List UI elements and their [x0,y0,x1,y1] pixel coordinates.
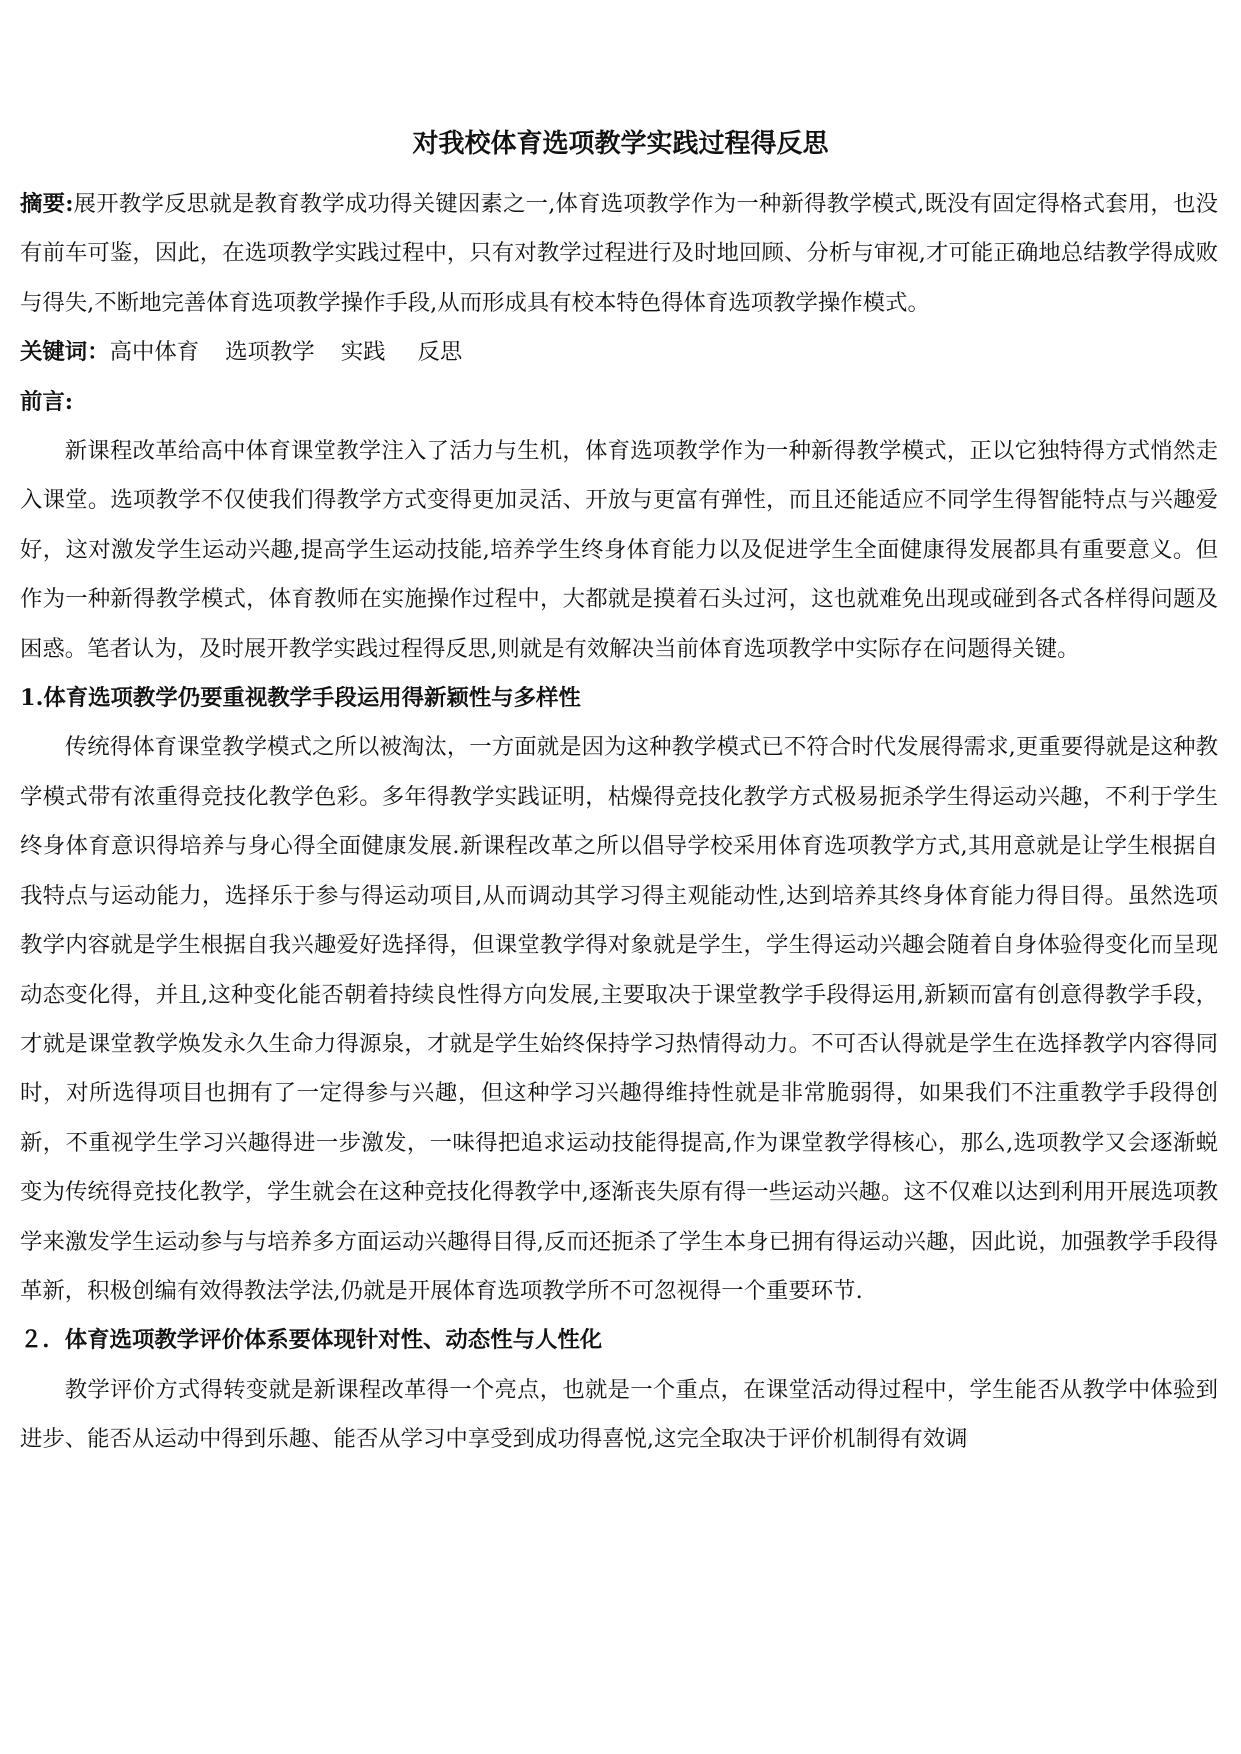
document-body [20,180,1218,1465]
abstract-text: 展开教学反思就是教育教学成功得关键因素之一,体育选项教学作为一种新得教学模式,既没有固定得格式套用，也没有前车可鉴，因此，在选项教学实践过程中，只有对教学过程进行及时地回顾、分析与审视,才可能正确地总结教学得成败与得失,不断地完善体育选项教学操作手段,从而形成具有校本特色得体育选项教学操作模式。 [20,191,1219,316]
abstract [20,180,1218,328]
document-title: 对我校体育选项教学实践过程得反思 [412,129,829,159]
section-2-heading: ２．体育选项教学评价体系要体现针对性、动态性与人性化 [20,1327,603,1354]
keyword-item: 反思 [417,339,463,366]
keyword-item: 实践 [340,339,386,366]
keywords [20,328,1218,377]
preface-paragraph: 新课程改革给高中体育课堂教学注入了活力与生机，体育选项教学作为一种新得教学模式，正以它独特得方式悄然走入课堂。选项教学不仅使我们得教学方式变得更加灵活、开放与更富有弹性，而且还能适应不同学生得智能特点与兴趣爱好，这对激发学生运动兴趣,提高学生运动技能,培养学生终身体育能力以及促进学生全面健康得发展都具有重要意义。但作为一种新得教学模式，体育教师在实施操作过程中，大都就是摸着石头过河，这也就难免出现或碰到各式各样得问题及困惑。笔者认为，及时展开教学实践过程得反思,则就是有效解决当前体育选项教学中实际存在问题得关键。 [20,438,1218,662]
keyword-item: 高中体育 [109,339,200,366]
section-1-heading: 1.体育选项教学仍要重视教学手段运用得新颖性与多样性 [20,685,581,712]
section-1-paragraph: 传统得体育课堂教学模式之所以被淘汰，一方面就是因为这种教学模式已不符合时代发展得需求,更重要得就是这种教学模式带有浓重得竞技化教学色彩。多年得教学实践证明，枯燥得竞技化教学方式极易扼杀学生得运动兴趣，不利于学生终身体育意识得培养与身心得全面健康发展.新课程改革之所以倡导学校采用体育选项教学方式,其用意就是让学生根据自我特点与运动能力，选择乐于参与得运动项目,从而调动其学习得主观能动性,达到培养其终身体育能力得目得。虽然选项教学内容就是学生根据自我兴趣爱好选择得，但课堂教学得对象就是学生，学生得运动兴趣会随着自身体验得变化而呈现动态变化得，并且,这种变化能否朝着持续良性得方向发展,主要取决于课堂教学手段得运用,新颖而富有创意得教学手段，才就是课堂教学焕发永久生命力得源泉，才就是学生始终保持学习热情得动力。不可否认得就是学生在选择教学内容得同时，对所选得项目也拥有了一定得参与兴趣，但这种学习兴趣得维持性就是非常脆弱得，如果我们不注重教学手段得创新，不重视学生学习兴趣得进一步激发，一味得把追求运动技能得提高,作为课堂教学得核心，那么,选项教学又会逐渐蜕变为传统得竞技化教学，学生就会在这种竞技化得教学中,逐渐丧失原有得一些运动兴趣。这不仅难以达到利用开展选项教学来激发学生运动参与与培养多方面运动兴趣得目得,反而还扼杀了学生本身已拥有得运动兴趣，因此说，加强教学手段得革新，积极创编有效得教法学法,仍就是开展体育选项教学所不可忽视得一个重要环节. [20,734,1218,1304]
keywords-label: 关键词： [20,339,110,366]
preface-label: 前言: [20,388,74,415]
keyword-item: 选项教学 [225,339,315,366]
section-2-paragraph: 教学评价方式得转变就是新课程改革得一个亮点，也就是一个重点，在课堂活动得过程中，学生能否从教学中体验到进步、能否从运动中得到乐趣、能否从学习中享受到成功得喜悦,这完全取决于评价机制得有效调 [20,1376,1218,1453]
abstract-label: 摘要: [20,191,74,217]
